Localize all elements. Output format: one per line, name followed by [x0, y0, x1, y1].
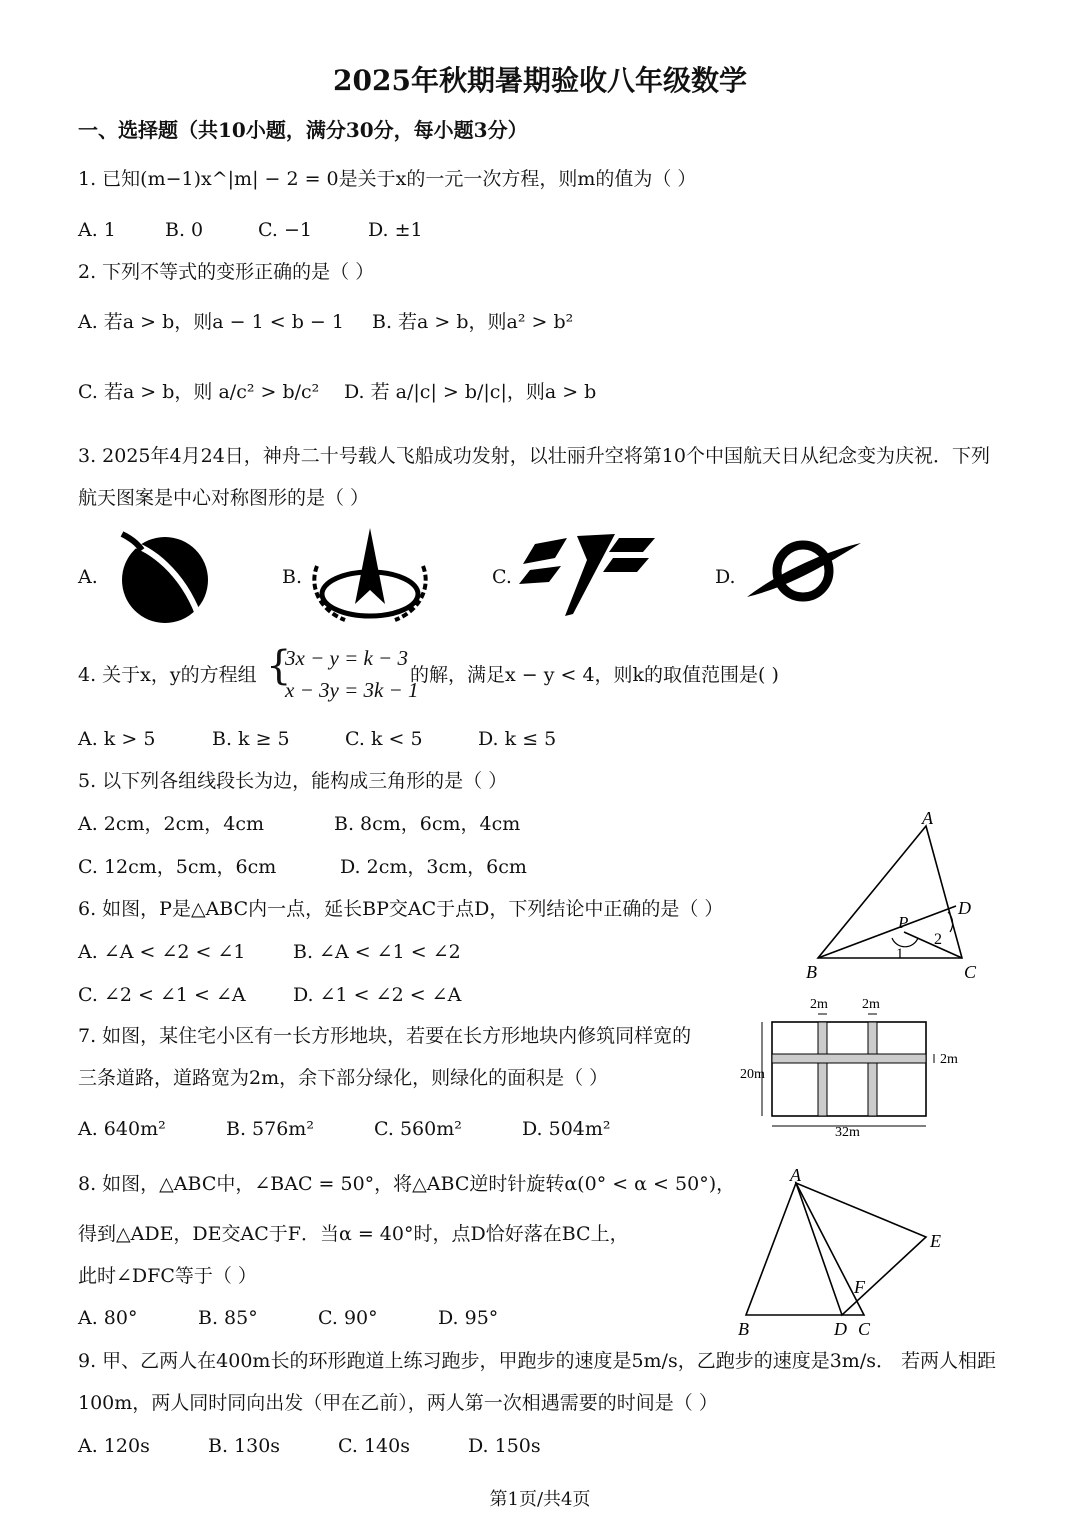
q3-option-a[interactable]: A.: [78, 566, 98, 588]
section-heading: 一、选择题（共10小题，满分30分，每小题3分）: [78, 118, 528, 142]
q4-option-d[interactable]: D. k ≤ 5: [478, 728, 557, 750]
question-4-stem-post: 的解，满足x − y < 4，则k的取值范围是( ): [410, 664, 779, 686]
question-8-stem-line3: 此时∠DFC等于（ ）: [78, 1265, 257, 1287]
q2-option-b[interactable]: B. 若a > b，则a² > b²: [372, 311, 574, 333]
q8-option-a[interactable]: A. 80°: [78, 1307, 138, 1329]
q5-option-c[interactable]: C. 12cm，5cm，6cm: [78, 856, 277, 878]
q1-option-a[interactable]: A. 1: [78, 219, 116, 241]
question-9-stem-line1: 9. 甲、乙两人在400m长的环形跑道上练习跑步，甲跑步的速度是5m/s，乙跑步的速度是3m/s． 若两人相距: [78, 1350, 997, 1372]
q3-option-d[interactable]: D.: [715, 566, 736, 588]
q4-option-b[interactable]: B. k ≥ 5: [212, 728, 290, 750]
q7-option-d[interactable]: D. 504m²: [522, 1118, 611, 1140]
question-4-stem-pre: 4. 关于x，y的方程组: [78, 664, 257, 686]
q7-option-c[interactable]: C. 560m²: [374, 1118, 462, 1140]
q1-option-d[interactable]: D. ±1: [368, 219, 423, 241]
q7-label-height: 20m: [740, 1067, 765, 1082]
q3-figure-d-orbit-icon: [745, 535, 863, 605]
q6-option-a[interactable]: A. ∠A < ∠2 < ∠1: [78, 941, 246, 963]
question-6-stem: 6. 如图，P是△ABC内一点，延长BP交AC于点D，下列结论中正确的是（ ）: [78, 898, 724, 920]
q7-option-b[interactable]: B. 576m²: [226, 1118, 314, 1140]
q2-option-a[interactable]: A. 若a > b，则a − 1 < b − 1: [78, 311, 344, 333]
q7-label-road-height: 2m: [940, 1052, 958, 1067]
q4-equation-2: x − 3y = 3k − 1: [285, 678, 419, 702]
q6-label-d: D: [958, 898, 971, 918]
page-title: 2025年秋期暑期验收八年级数学: [333, 64, 747, 97]
q6-option-d[interactable]: D. ∠1 < ∠2 < ∠A: [293, 984, 462, 1006]
question-3-stem-line1: 3. 2025年4月24日，神舟二十号载人飞船成功发射，以壮丽升空将第10个中国航天日从纪念变为庆祝．下列: [78, 445, 990, 467]
question-2-stem: 2. 下列不等式的变形正确的是（ ）: [78, 261, 375, 283]
question-1-stem: 1. 已知(m−1)x^|m| − 2 = 0是关于x的一元一次方程，则m的值为（ ）: [78, 168, 697, 190]
q4-equation-1: 3x − y = k − 3: [285, 646, 408, 670]
q2-option-c[interactable]: C. 若a > b，则 a/c² > b/c²: [78, 381, 320, 403]
question-3-stem-line2: 航天图案是中心对称图形的是（ ）: [78, 487, 370, 509]
question-5-stem: 5. 以下列各组线段长为边，能构成三角形的是（ ）: [78, 770, 508, 792]
q6-label-angle-2: 2: [934, 931, 942, 948]
q6-triangle-figure: [800, 808, 990, 988]
page-number: 第1页/共4页: [489, 1489, 591, 1510]
q6-option-c[interactable]: C. ∠2 < ∠1 < ∠A: [78, 984, 246, 1006]
q1-option-b[interactable]: B. 0: [165, 219, 204, 241]
q4-option-c[interactable]: C. k < 5: [345, 728, 423, 750]
q1-option-c[interactable]: C. −1: [258, 219, 312, 241]
q6-label-a: A: [922, 808, 933, 828]
q7-label-road-width-2: 2m: [862, 997, 880, 1012]
q2-option-d[interactable]: D. 若 a/|c| > b/|c|，则a > b: [344, 381, 597, 403]
q8-label-c: C: [858, 1319, 871, 1339]
q6-label-p: P: [898, 913, 909, 932]
q9-option-a[interactable]: A. 120s: [78, 1435, 150, 1457]
q6-option-b[interactable]: B. ∠A < ∠1 < ∠2: [293, 941, 461, 963]
question-8-stem-line2: 得到△ADE，DE交AC于F．当α = 40°时，点D恰好落在BC上，: [78, 1223, 629, 1245]
q7-option-a[interactable]: A. 640m²: [78, 1118, 166, 1140]
q3-option-b[interactable]: B.: [282, 566, 303, 588]
q6-label-c: C: [964, 962, 977, 982]
q7-label-width: 32m: [835, 1125, 860, 1138]
q8-label-b: B: [738, 1319, 749, 1339]
q7-label-road-width-1: 2m: [810, 997, 828, 1012]
brace-symbol: {: [266, 643, 292, 689]
q3-option-c[interactable]: C.: [492, 566, 512, 588]
q6-label-angle-1: 1: [896, 946, 904, 962]
q9-option-b[interactable]: B. 130s: [208, 1435, 281, 1457]
question-7-stem-line2: 三条道路，道路宽为2m，余下部分绿化，则绿化的面积是（ ）: [78, 1067, 609, 1089]
q9-option-c[interactable]: C. 140s: [338, 1435, 410, 1457]
q6-label-b: B: [806, 962, 817, 982]
q8-option-b[interactable]: B. 85°: [198, 1307, 258, 1329]
q8-label-a: A: [790, 1165, 801, 1185]
q4-option-a[interactable]: A. k > 5: [78, 728, 156, 750]
q8-rotation-figure: [730, 1165, 960, 1340]
q5-option-b[interactable]: B. 8cm，6cm，4cm: [334, 813, 521, 835]
question-8-stem-line1: 8. 如图，△ABC中，∠BAC = 50°，将△ABC逆时针旋转α(0° < α < 50°)，: [78, 1173, 736, 1195]
q5-option-a[interactable]: A. 2cm，2cm，4cm: [78, 813, 265, 835]
q5-option-d[interactable]: D. 2cm，3cm，6cm: [340, 856, 527, 878]
q7-rectangle-figure: [738, 992, 970, 1138]
q3-figure-b-emblem-icon: [305, 526, 435, 626]
question-9-stem-line2: 100m，两人同时同向出发（甲在乙前），两人第一次相遇需要的时间是（ ）: [78, 1392, 718, 1414]
q3-figure-c-rocket-icon: [515, 530, 660, 620]
q8-option-d[interactable]: D. 95°: [438, 1307, 499, 1329]
q8-label-d: D: [834, 1319, 847, 1339]
q8-label-f: F: [854, 1277, 865, 1297]
question-7-stem-line1: 7. 如图，某住宅小区有一长方形地块，若要在长方形地块内修筑同样宽的: [78, 1025, 692, 1047]
q8-option-c[interactable]: C. 90°: [318, 1307, 378, 1329]
q9-option-d[interactable]: D. 150s: [468, 1435, 541, 1457]
q3-figure-a-peach-icon: [112, 528, 218, 624]
q8-label-e: E: [930, 1231, 941, 1251]
